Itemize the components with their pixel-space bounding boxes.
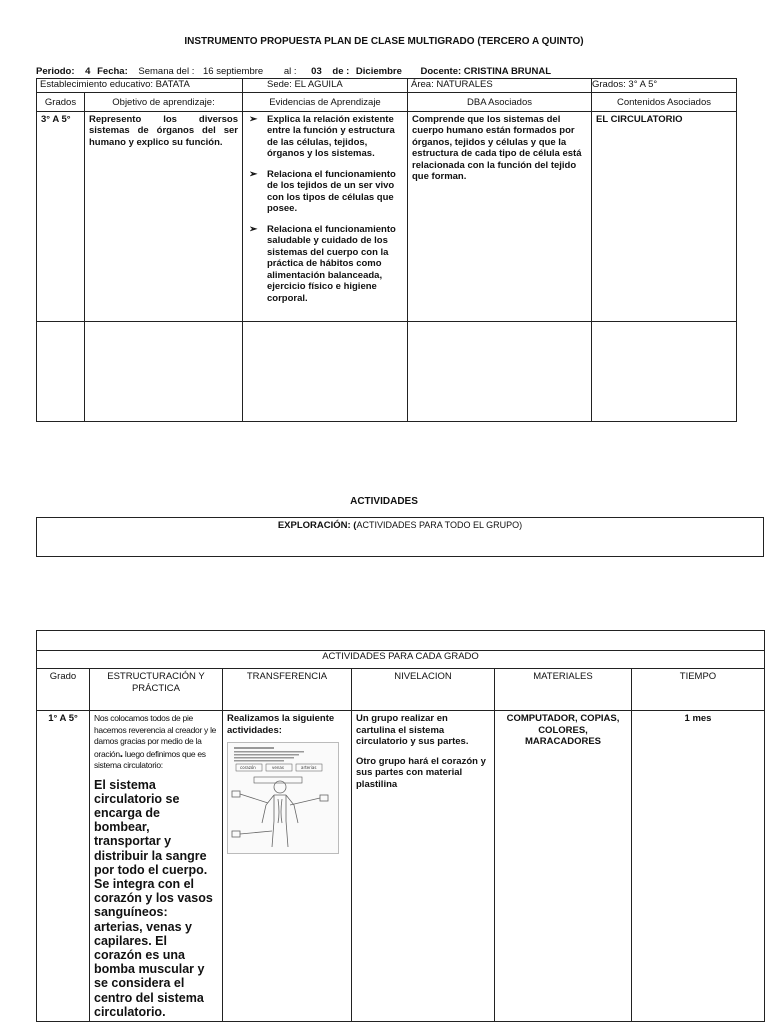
nivelacion-2: Otro grupo hará el corazón y sus partes con material plastilina xyxy=(356,755,486,790)
circulatory-definition: El sistema circulatorio se encarga de bombear, transportar y distribuir la sangre por todo el cuerpo. Se integra con el corazón y los vasos sanguíneos: arterias, venas y capilares. El corazón es una bomba muscular y se considera el centro del sistema circulatorio. xyxy=(94,777,213,1019)
row-evidencias xyxy=(243,111,408,321)
header-evidencias: Evidencias de Aprendizaje xyxy=(243,93,408,112)
evidence-item: ➢ Explica la relación existente entre la función y estructura de las células, tejidos, órganos y los sistemas. xyxy=(249,113,395,159)
exploracion-box xyxy=(36,517,764,557)
arrow-bullet-icon: ➢ xyxy=(249,168,258,180)
empty-cell xyxy=(592,321,737,421)
semana-value: 16 septiembre xyxy=(203,66,264,77)
meta-line xyxy=(36,66,736,77)
header-nivelacion: NIVELACION xyxy=(352,669,495,711)
header-dba: DBA Asociados xyxy=(408,93,592,112)
docente-label: Docente: xyxy=(420,66,462,77)
header-contenidos: Contenidos Asociados xyxy=(592,93,737,112)
row-estructuracion xyxy=(90,711,223,1022)
row-objetivo: Represento los diversos sistemas de órganos del ser humano y explico su función. xyxy=(85,111,243,321)
evidence-item: ➢ Relaciona el funcionamiento saludable y cuidado de los sistemas del cuerpo con la práctica de hábitos como alimentación balanceada, ejercicio físico e higiene corporal. xyxy=(249,223,396,304)
worksheet-word: arterias xyxy=(301,765,317,770)
row-dba: Comprende que los sistemas del cuerpo humano están formados por órganos, tejidos y células y que la estructura de cada tipo de célula está relacionada con la función del tejido que forman. xyxy=(408,111,592,321)
fecha-label: Fecha: xyxy=(97,66,128,77)
periodo-value: 4 xyxy=(85,66,91,77)
semana-label: Semana del : xyxy=(138,66,195,77)
al-label: al : xyxy=(283,66,297,77)
arrow-bullet-icon: ➢ xyxy=(249,113,258,125)
worksheet-word: corazón xyxy=(240,765,256,770)
row-tiempo: 1 mes xyxy=(632,711,765,1022)
document-title: INSTRUMENTO PROPUESTA PLAN DE CLASE MULTIGRADO (TERCERO A QUINTO) xyxy=(184,36,584,47)
header-objetivo: Objetivo de aprendizaje: xyxy=(85,93,243,112)
row-nivelacion xyxy=(352,711,495,1022)
evidence-item: ➢ Relaciona el funcionamiento de los tejidos de un ser vivo con los tipos de células que posee. xyxy=(249,168,396,214)
sede-cell: Sede: EL AGUILA xyxy=(243,79,408,93)
empty-cell xyxy=(408,321,592,421)
grado-activities-title: ACTIVIDADES PARA CADA GRADO xyxy=(37,651,765,669)
row-contenidos: EL CIRCULATORIO xyxy=(592,111,737,321)
empty-cell xyxy=(243,321,408,421)
header-estructuracion: ESTRUCTURACIÓN Y PRÁCTICA xyxy=(90,669,223,711)
header-grados: Grados xyxy=(37,93,85,112)
row-grados: 3° A 5° xyxy=(37,111,85,321)
area-cell: Área: NATURALES xyxy=(408,79,592,93)
header-tiempo: TIEMPO xyxy=(632,669,765,711)
estructuracion-intro: Nos colocamos todos de pie hacemos reverencia al creador y le damos gracias por medio de la oración. luego definimos que es sistema circulatorio: xyxy=(94,713,217,770)
grados-info-cell: Grados: 3° A 5° xyxy=(592,79,737,93)
header-materiales: MATERIALES xyxy=(495,669,632,711)
plan-table xyxy=(36,78,737,422)
establecimiento-cell: Establecimiento educativo: BATATA xyxy=(37,79,243,93)
actividades-title: ACTIVIDADES xyxy=(350,496,418,507)
exploracion-label: EXPLORACIÓN: ( xyxy=(277,520,357,531)
blank-header-row xyxy=(37,631,765,651)
month-value: Diciembre xyxy=(355,66,402,77)
worksheet-thumbnail xyxy=(227,742,339,854)
docente-value: CRISTINA BRUNAL xyxy=(463,66,552,77)
header-transferencia: TRANSFERENCIA xyxy=(223,669,352,711)
row-materiales: COMPUTADOR, COPIAS, COLORES, MARACADORES xyxy=(495,711,632,1022)
empty-cell xyxy=(85,321,243,421)
de-label: de : xyxy=(332,66,350,77)
transferencia-text: Realizamos la siguiente actividades: xyxy=(227,713,335,736)
arrow-bullet-icon: ➢ xyxy=(249,223,258,235)
grado-activities-table xyxy=(36,630,765,1022)
empty-cell xyxy=(37,321,85,421)
worksheet-word: venas xyxy=(272,765,284,770)
circulatory-diagram-icon xyxy=(228,743,338,853)
al-day: 03 xyxy=(311,66,322,77)
periodo-label: Periodo: xyxy=(36,66,75,77)
exploracion-sub: ACTIVIDADES PARA TODO EL GRUPO) xyxy=(356,520,523,530)
header-grado: Grado xyxy=(37,669,90,711)
nivelacion-1: Un grupo realizar en cartulina el sistema circulatorio y sus partes. xyxy=(356,713,469,747)
row-grado: 1° A 5° xyxy=(37,711,90,1022)
row-transferencia xyxy=(223,711,352,1022)
